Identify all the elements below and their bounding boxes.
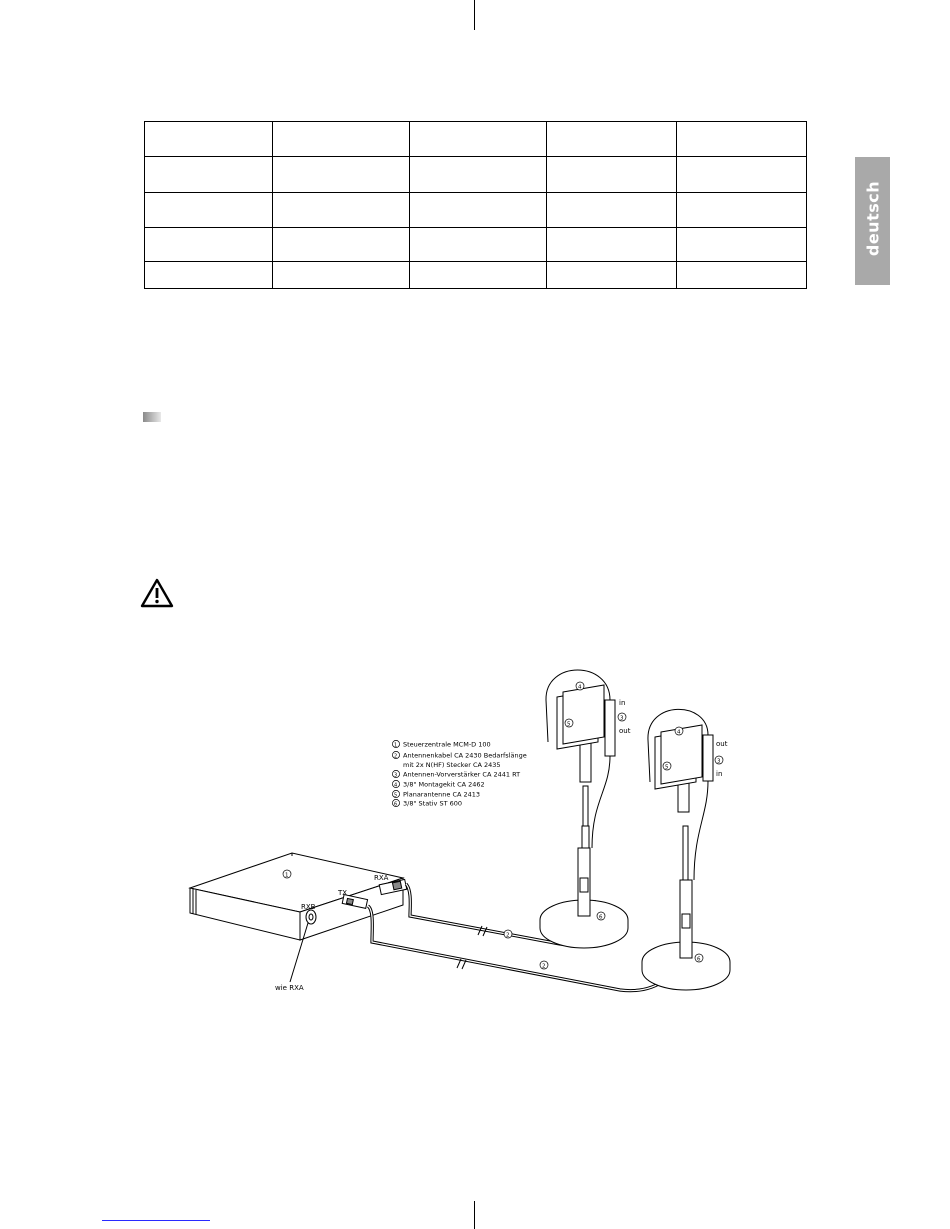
svg-text:3: 3	[394, 772, 398, 779]
legend	[392, 740, 526, 807]
antenna-assembly-b	[642, 709, 730, 990]
legend-item	[403, 761, 501, 769]
callout-number	[695, 954, 703, 963]
svg-text:1: 1	[394, 742, 398, 749]
callout-number	[715, 756, 723, 765]
legend-item	[392, 780, 484, 788]
antenna-a-label-in: in	[619, 699, 626, 707]
port-label-rxb: RXB	[301, 903, 316, 911]
footer-link-underline[interactable]	[102, 1220, 210, 1221]
svg-text:1: 1	[285, 872, 289, 879]
svg-text:3: 3	[620, 715, 624, 722]
svg-text:4: 4	[677, 729, 681, 736]
antenna-assembly-a	[540, 670, 628, 948]
svg-text:5: 5	[567, 721, 571, 728]
callout-number	[540, 961, 548, 970]
language-tab-label: deutsch	[863, 180, 883, 257]
legend-item	[392, 751, 526, 759]
svg-text:3: 3	[717, 758, 721, 765]
callout-number	[663, 762, 671, 771]
callout-wie-rxa: wie RXA	[275, 984, 304, 992]
callout-number	[504, 930, 512, 939]
svg-text:3/8" Stativ ST 600: 3/8" Stativ ST 600	[403, 799, 463, 808]
callout-number	[618, 713, 626, 722]
svg-text:4: 4	[394, 782, 398, 789]
legend-item	[392, 740, 490, 748]
svg-text:5: 5	[665, 764, 669, 771]
port-label-tx: TX	[338, 889, 348, 897]
svg-text:5: 5	[394, 792, 398, 799]
svg-text:Steuerzentrale MCM-D 100: Steuerzentrale MCM-D 100	[403, 740, 491, 749]
callout-number	[597, 912, 605, 921]
svg-text:4: 4	[578, 684, 582, 691]
svg-text:Antennenkabel CA 2430 Bedarfsl: Antennenkabel CA 2430 Bedarfslänge	[403, 751, 527, 760]
callout-number	[565, 719, 573, 728]
svg-text:6: 6	[697, 956, 701, 963]
port-label-rxa: RXA	[374, 874, 389, 882]
svg-text:Planarantenne CA 2413: Planarantenne CA 2413	[403, 790, 481, 799]
callout-number	[675, 727, 683, 736]
callout-number	[283, 870, 291, 879]
svg-text:2: 2	[506, 932, 510, 939]
svg-text:2: 2	[394, 753, 398, 760]
tx-cable	[368, 906, 684, 991]
svg-text:6: 6	[394, 801, 398, 808]
antenna-b-label-in: in	[716, 770, 723, 778]
svg-text:6: 6	[599, 914, 603, 921]
legend-item	[392, 790, 480, 798]
svg-text:Antennen-Vorverstärker CA 2441: Antennen-Vorverstärker CA 2441 RT	[403, 770, 521, 779]
svg-text:3/8" Montagekit CA 2462: 3/8" Montagekit CA 2462	[403, 780, 485, 789]
legend-item	[392, 799, 462, 807]
antenna-b-label-out: out	[716, 740, 728, 748]
antenna-a-label-out: out	[619, 727, 631, 735]
svg-text:2: 2	[542, 963, 546, 970]
callout-number	[576, 682, 584, 691]
legend-item	[392, 770, 520, 778]
svg-text:mit 2x N(HF) Stecker CA 2435: mit 2x N(HF) Stecker CA 2435	[403, 761, 501, 769]
